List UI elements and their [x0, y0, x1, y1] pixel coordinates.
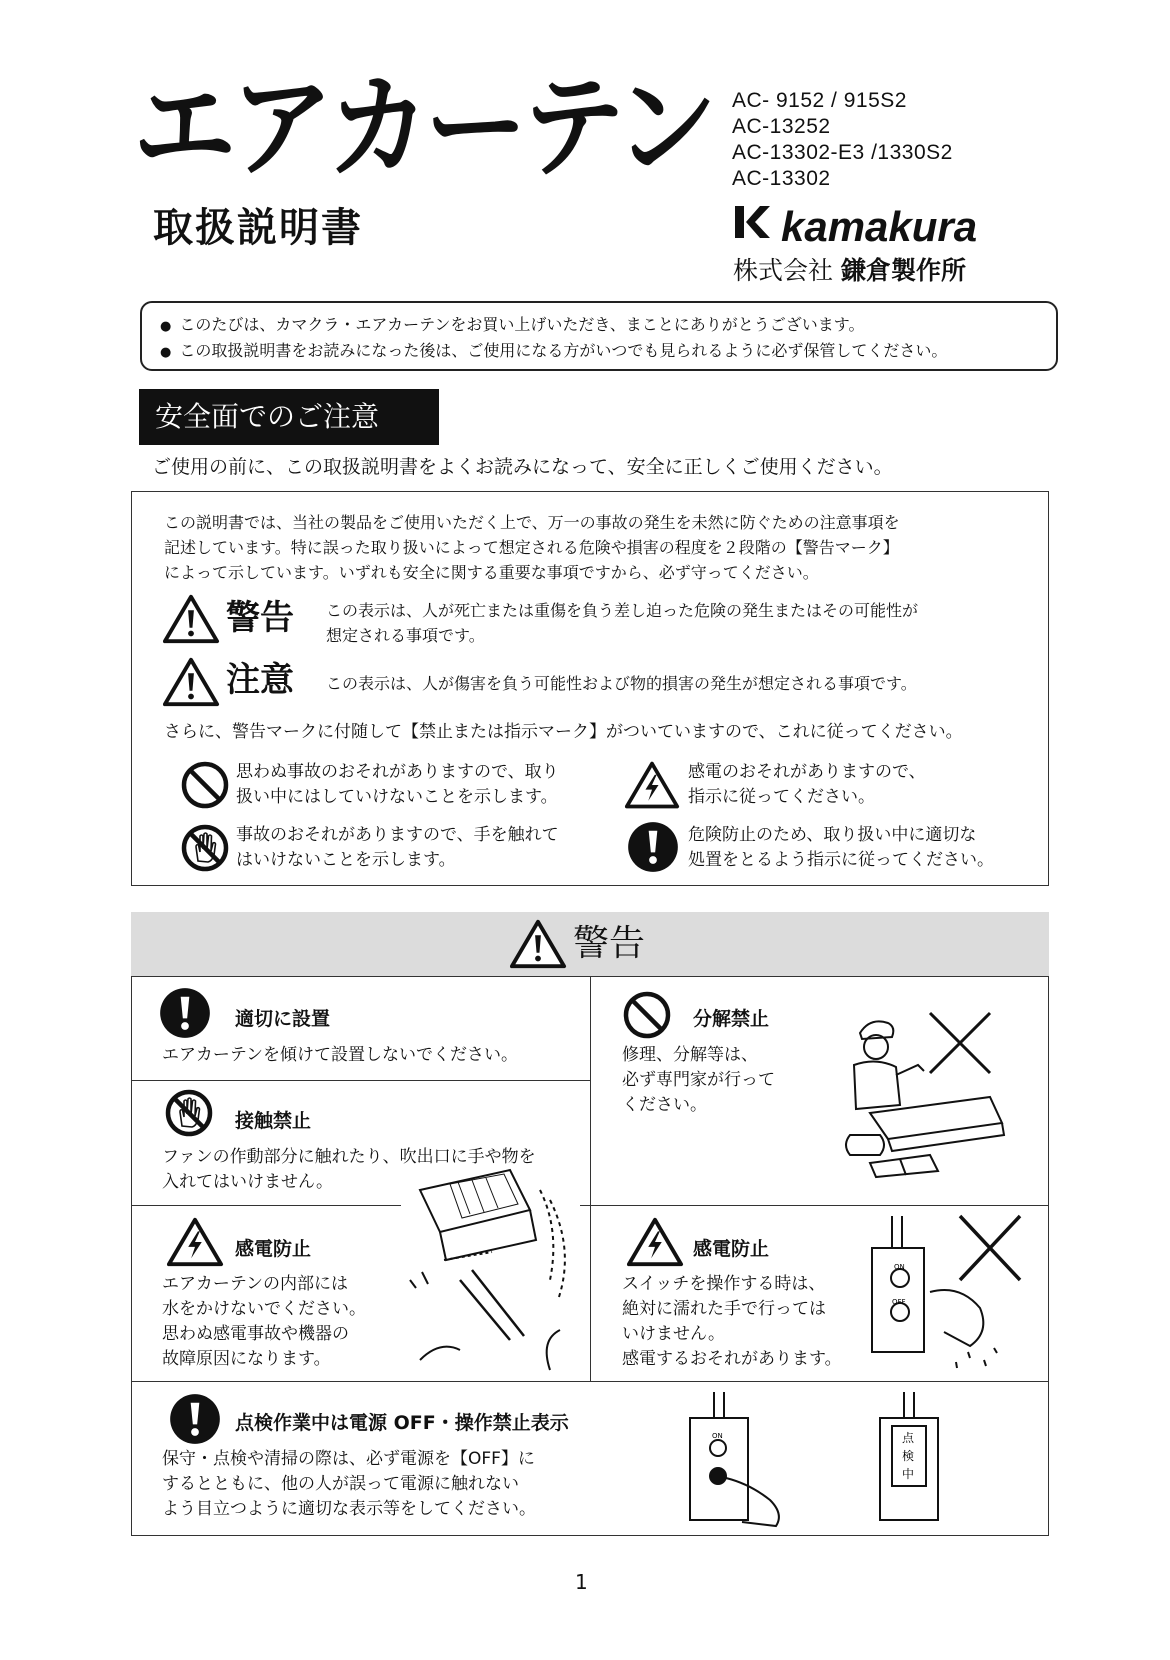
item-title: 感電防止 [693, 1238, 770, 1260]
warning-description [326, 598, 918, 648]
item-title: 適切に設置 [235, 1008, 331, 1030]
mark-desc-line: 感電のおそれがありますので、 [688, 762, 926, 782]
mark-description [236, 760, 559, 810]
item-line: スイッチを操作する時は、 [622, 1274, 826, 1294]
item-title: 接触禁止 [235, 1110, 312, 1132]
item-text [162, 1447, 536, 1522]
grid-divider [131, 1080, 590, 1081]
caution-description: この表示は、人が傷害を負う可能性および物的損害の発生が想定される事項です。 [326, 674, 917, 693]
item-line: 絶対に濡れた手で行っては [622, 1299, 826, 1319]
mandatory-action-icon [158, 986, 212, 1040]
item-text [162, 1272, 366, 1372]
item-line: 思わぬ感電事故や機器の [162, 1324, 349, 1344]
water-spray-illustration [400, 1160, 585, 1375]
section-heading: 安全面でのご注意 [139, 389, 439, 445]
caution-label: 注意 [226, 660, 294, 700]
brand-k-mark-icon [733, 203, 771, 241]
mark-description [688, 760, 926, 810]
warning-desc-line: この表示は、人が死亡または重傷を負う差し迫った危険の発生またはその可能性が [326, 601, 919, 620]
document-title: エアカーテン [133, 63, 712, 193]
switch-on-label: ON [894, 1263, 905, 1271]
electric-shock-icon [626, 1216, 684, 1268]
brand-name: kamakura [781, 203, 978, 250]
item-title: 点検作業中は電源 OFF・操作禁止表示 [235, 1412, 569, 1434]
company-main-name: 鎌倉製作所 [840, 256, 966, 285]
item-line: よう目立つように適切な表示等をしてください。 [162, 1499, 536, 1519]
item-line: 保守・点検や清掃の際は、必ず電源を【OFF】に [162, 1449, 535, 1469]
model-number: AC-13252 [732, 115, 831, 138]
item-line: ください。 [622, 1095, 707, 1115]
safety-explanation-box [131, 491, 1049, 886]
thanks-notice [140, 301, 1058, 371]
document-subtitle: 取扱説明書 [153, 205, 363, 251]
warning-triangle-icon [509, 918, 567, 970]
wet-hand-switch-illustration [860, 1212, 1040, 1377]
grid-divider [590, 977, 591, 1381]
mark-desc-line: 処置をとるよう指示に従ってください。 [688, 850, 994, 870]
mark-desc-line: 指示に従ってください。 [688, 787, 875, 807]
no-touch-icon [180, 823, 230, 873]
company-prefix: 株式会社 [733, 256, 834, 285]
model-number: AC- 9152 / 915S2 [732, 89, 907, 112]
switch-off-label: OFF [892, 1298, 906, 1306]
repairman-illustration [840, 1005, 1010, 1180]
warning-desc-line: 想定される事項です。 [326, 626, 485, 645]
intro-line: この説明書では、当社の製品をご使用いただく上で、万一の事故の発生を未然に防ぐための注意事項を [164, 513, 900, 532]
electric-shock-icon [166, 1216, 224, 1268]
warning-label: 警告 [226, 598, 294, 638]
warning-triangle-icon [162, 593, 220, 645]
grid-divider [580, 1205, 1049, 1206]
item-line: ファンの作動部分に触れたり、吹出口に手や物を [162, 1147, 536, 1167]
model-number: AC-13302-E3 /1330S2 [732, 141, 953, 164]
mandatory-action-icon [168, 1392, 222, 1446]
item-line: するとともに、他の人が誤って電源に触れない [162, 1474, 519, 1494]
caution-triangle-icon [162, 656, 220, 708]
item-line: いけません。 [622, 1324, 726, 1344]
intro-text [164, 510, 900, 585]
item-line: 感電するおそれがあります。 [622, 1349, 842, 1369]
item-line: 故障原因になります。 [162, 1349, 331, 1369]
mark-description [688, 823, 994, 873]
item-line: エアカーテンを傾けて設置しないでください。 [162, 1045, 518, 1065]
item-line: 必ず専門家が行って [622, 1070, 775, 1090]
company-name [733, 258, 966, 283]
mark-desc-line: はいけないことを示します。 [236, 850, 456, 870]
item-line: エアカーテンの内部には [162, 1274, 348, 1294]
inspection-sign-char: 中 [902, 1467, 915, 1481]
warning-box-title: 警告 [573, 923, 646, 964]
section-lead: ご使用の前に、この取扱説明書をよくお読みになって、安全に正しくご使用ください。 [152, 456, 893, 478]
grid-divider [131, 1381, 1049, 1382]
mark-desc-line: 扱い中にはしていけないことを示します。 [236, 787, 558, 807]
electric-shock-icon [624, 760, 680, 810]
intro-line: によって示しています。いずれも安全に関する重要な事項ですから、必ず守ってください。 [164, 563, 819, 582]
switch-inspection-illustration [680, 1390, 980, 1530]
notice-line: ● このたびは、カマクラ・エアカーテンをお買い上げいただき、まことにありがとうございます。 [160, 313, 1038, 339]
mark-description [236, 823, 559, 873]
switch-on-label: ON [712, 1432, 723, 1440]
item-line: 修理、分解等は、 [622, 1045, 758, 1065]
mark-desc-line: 事故のおそれがありますので、手を触れて [236, 825, 559, 845]
item-text [162, 1043, 518, 1068]
intro-line: 記述しています。特に誤った取り扱いによって想定される危険や損害の程度を２段階の【警告マーク】 [164, 538, 899, 557]
brand-logo [733, 203, 977, 248]
mandatory-action-icon [626, 820, 680, 874]
grid-divider [131, 1205, 401, 1206]
item-title: 感電防止 [235, 1238, 312, 1260]
marks-lead: さらに、警告マークに付随して【禁止または指示マーク】がついていますので、これに従ってください。 [164, 722, 963, 742]
item-title: 分解禁止 [693, 1008, 770, 1030]
inspection-sign-char: 検 [902, 1449, 915, 1463]
inspection-sign-char: 点 [902, 1431, 915, 1445]
item-line: 入れてはいけません。 [162, 1172, 334, 1192]
prohibition-icon [622, 990, 672, 1040]
warning-header-bar [131, 912, 1049, 977]
mark-desc-line: 危険防止のため、取り扱い中に適切な [688, 825, 977, 845]
model-list [732, 88, 953, 192]
item-text [622, 1272, 842, 1372]
page-number: 1 [575, 1570, 588, 1594]
mark-desc-line: 思わぬ事故のおそれがありますので、取り [236, 762, 559, 782]
notice-line: ● この取扱説明書をお読みになった後は、ご使用になる方がいつでも見られるように必ず保管してください。 [160, 339, 1038, 365]
prohibition-icon [180, 760, 230, 810]
item-line: 水をかけないでください。 [162, 1299, 366, 1319]
item-text [622, 1043, 775, 1118]
model-number: AC-13302 [732, 167, 831, 190]
no-touch-icon [164, 1088, 214, 1138]
